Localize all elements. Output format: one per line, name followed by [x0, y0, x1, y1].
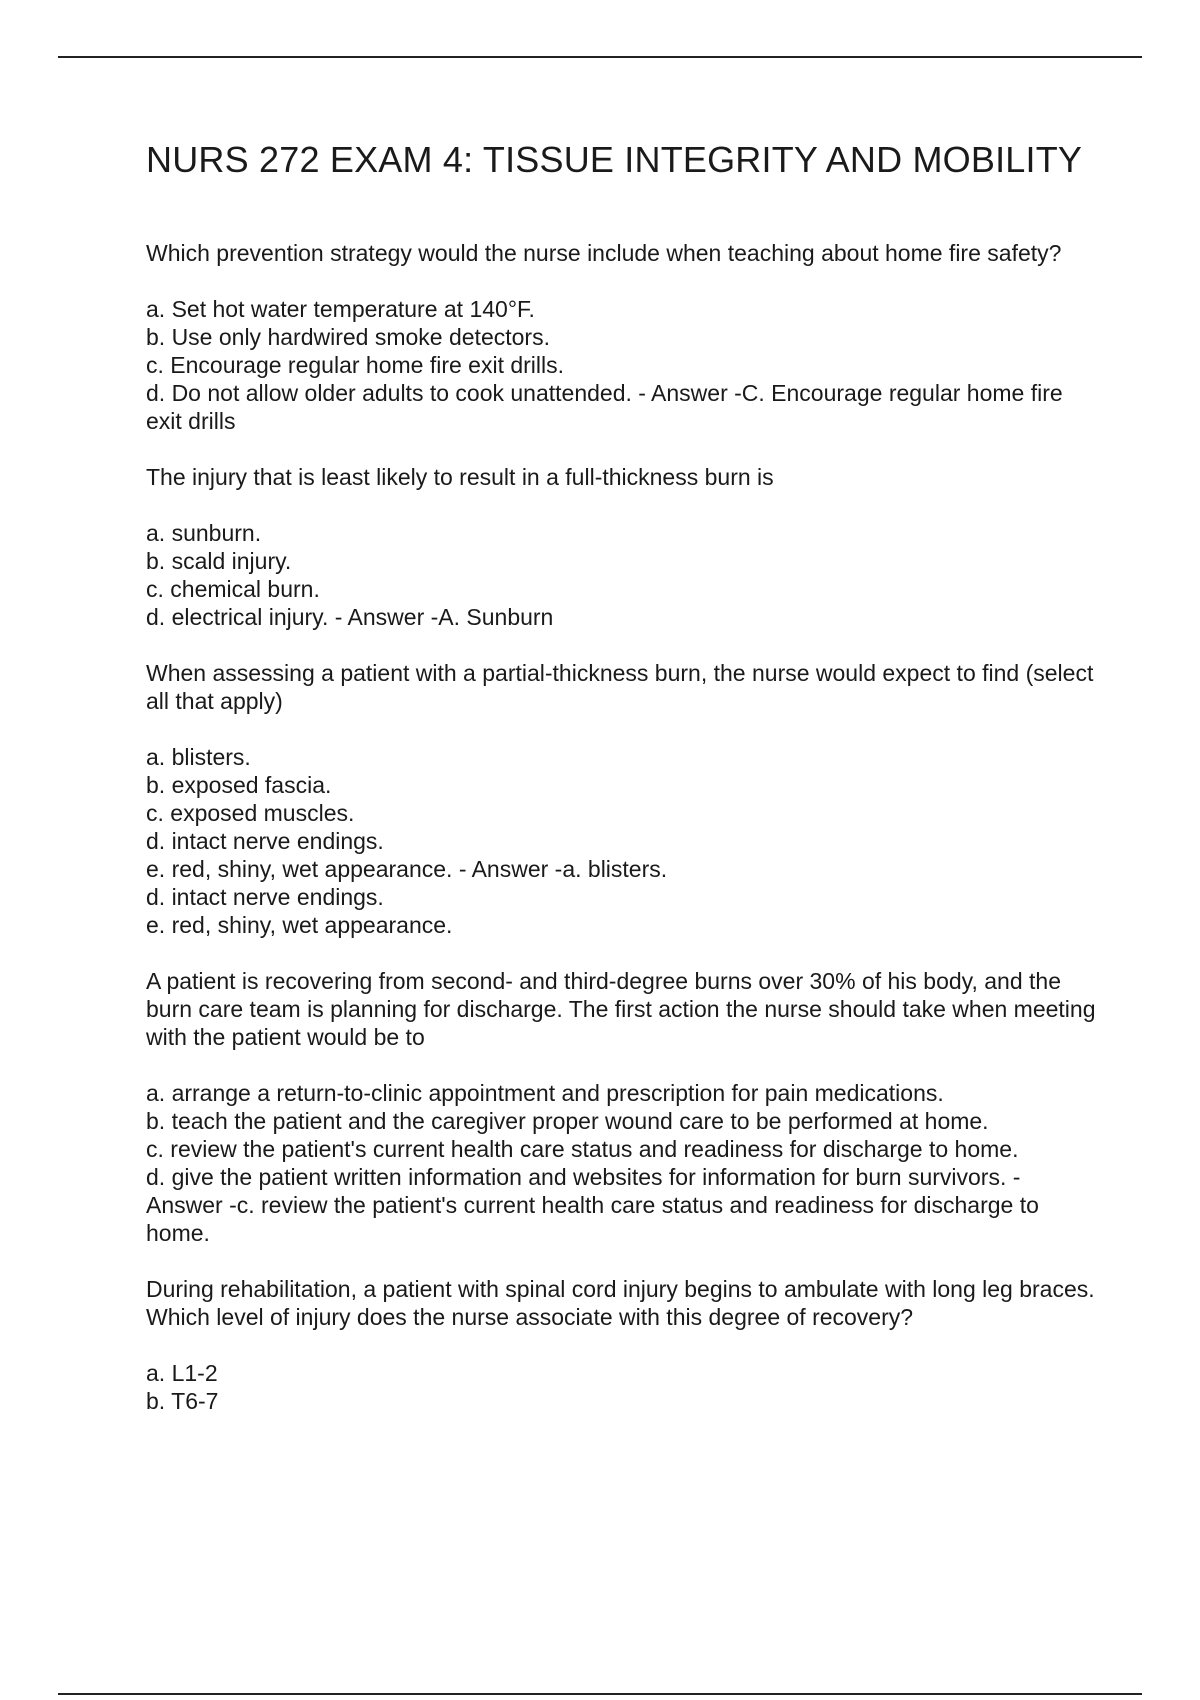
- question-text: A patient is recovering from second- and third-degree burns over 30% of his body, and the burn care team is planning for discharge. The first action the nurse should take when meeting with the patient would be to: [146, 968, 1096, 1051]
- question-text: During rehabilitation, a patient with spinal cord injury begins to ambulate with long leg braces. Which level of injury does the nurse associate with this degree of recovery?: [146, 1276, 1095, 1331]
- option-line: c. chemical burn.: [146, 576, 320, 603]
- bottom-divider: [58, 1693, 1142, 1695]
- option-line-with-answer: d. Do not allow older adults to cook unattended. - Answer -C. Encourage regular home fire exit drills: [146, 380, 1063, 435]
- option-line: b. Use only hardwired smoke detectors.: [146, 324, 550, 351]
- question-text: Which prevention strategy would the nurse include when teaching about home fire safety?: [146, 240, 1062, 267]
- option-line: a. blisters.: [146, 744, 251, 771]
- question-block-1: [146, 239, 1096, 435]
- question-text: When assessing a patient with a partial-thickness burn, the nurse would expect to find (select all that apply): [146, 660, 1094, 715]
- answer-options: [146, 1079, 1096, 1247]
- option-line-with-answer: d. give the patient written information and websites for information for burn survivors. - Answer -c. review the patient's current health care status and readiness for discharge to home.: [146, 1164, 1039, 1247]
- question-block-2: [146, 463, 1096, 631]
- option-line: b. scald injury.: [146, 548, 292, 575]
- option-line: c. exposed muscles.: [146, 800, 355, 827]
- top-divider: [58, 56, 1142, 58]
- option-line: c. Encourage regular home fire exit drills.: [146, 352, 565, 379]
- answer-options: [146, 295, 1096, 435]
- answer-options: [146, 743, 1096, 939]
- option-line-with-answer: d. electrical injury. - Answer -A. Sunburn: [146, 604, 554, 631]
- page-title: NURS 272 EXAM 4: TISSUE INTEGRITY AND MOBILITY: [146, 139, 1083, 180]
- option-line: c. review the patient's current health care status and readiness for discharge to home.: [146, 1136, 1019, 1163]
- option-line: b. exposed fascia.: [146, 772, 332, 799]
- option-line: d. intact nerve endings.: [146, 828, 384, 855]
- option-line: a. arrange a return-to-clinic appointment and prescription for pain medications.: [146, 1080, 944, 1107]
- question-block-4: [146, 967, 1096, 1247]
- answer-options: [146, 1359, 1096, 1415]
- option-line: a. L1-2: [146, 1360, 218, 1387]
- question-block-5: [146, 1275, 1096, 1415]
- option-line: d. intact nerve endings.: [146, 884, 384, 911]
- question-text: The injury that is least likely to result in a full-thickness burn is: [146, 464, 774, 491]
- option-line: a. Set hot water temperature at 140°F.: [146, 296, 535, 323]
- option-line: e. red, shiny, wet appearance.: [146, 912, 453, 939]
- option-line: a. sunburn.: [146, 520, 262, 547]
- option-line: b. teach the patient and the caregiver proper wound care to be performed at home.: [146, 1108, 989, 1135]
- question-block-3: [146, 659, 1096, 939]
- option-line-with-answer: e. red, shiny, wet appearance. - Answer -a. blisters.: [146, 856, 668, 883]
- answer-options: [146, 519, 1096, 631]
- document-body: [146, 138, 1096, 1443]
- option-line: b. T6-7: [146, 1388, 219, 1415]
